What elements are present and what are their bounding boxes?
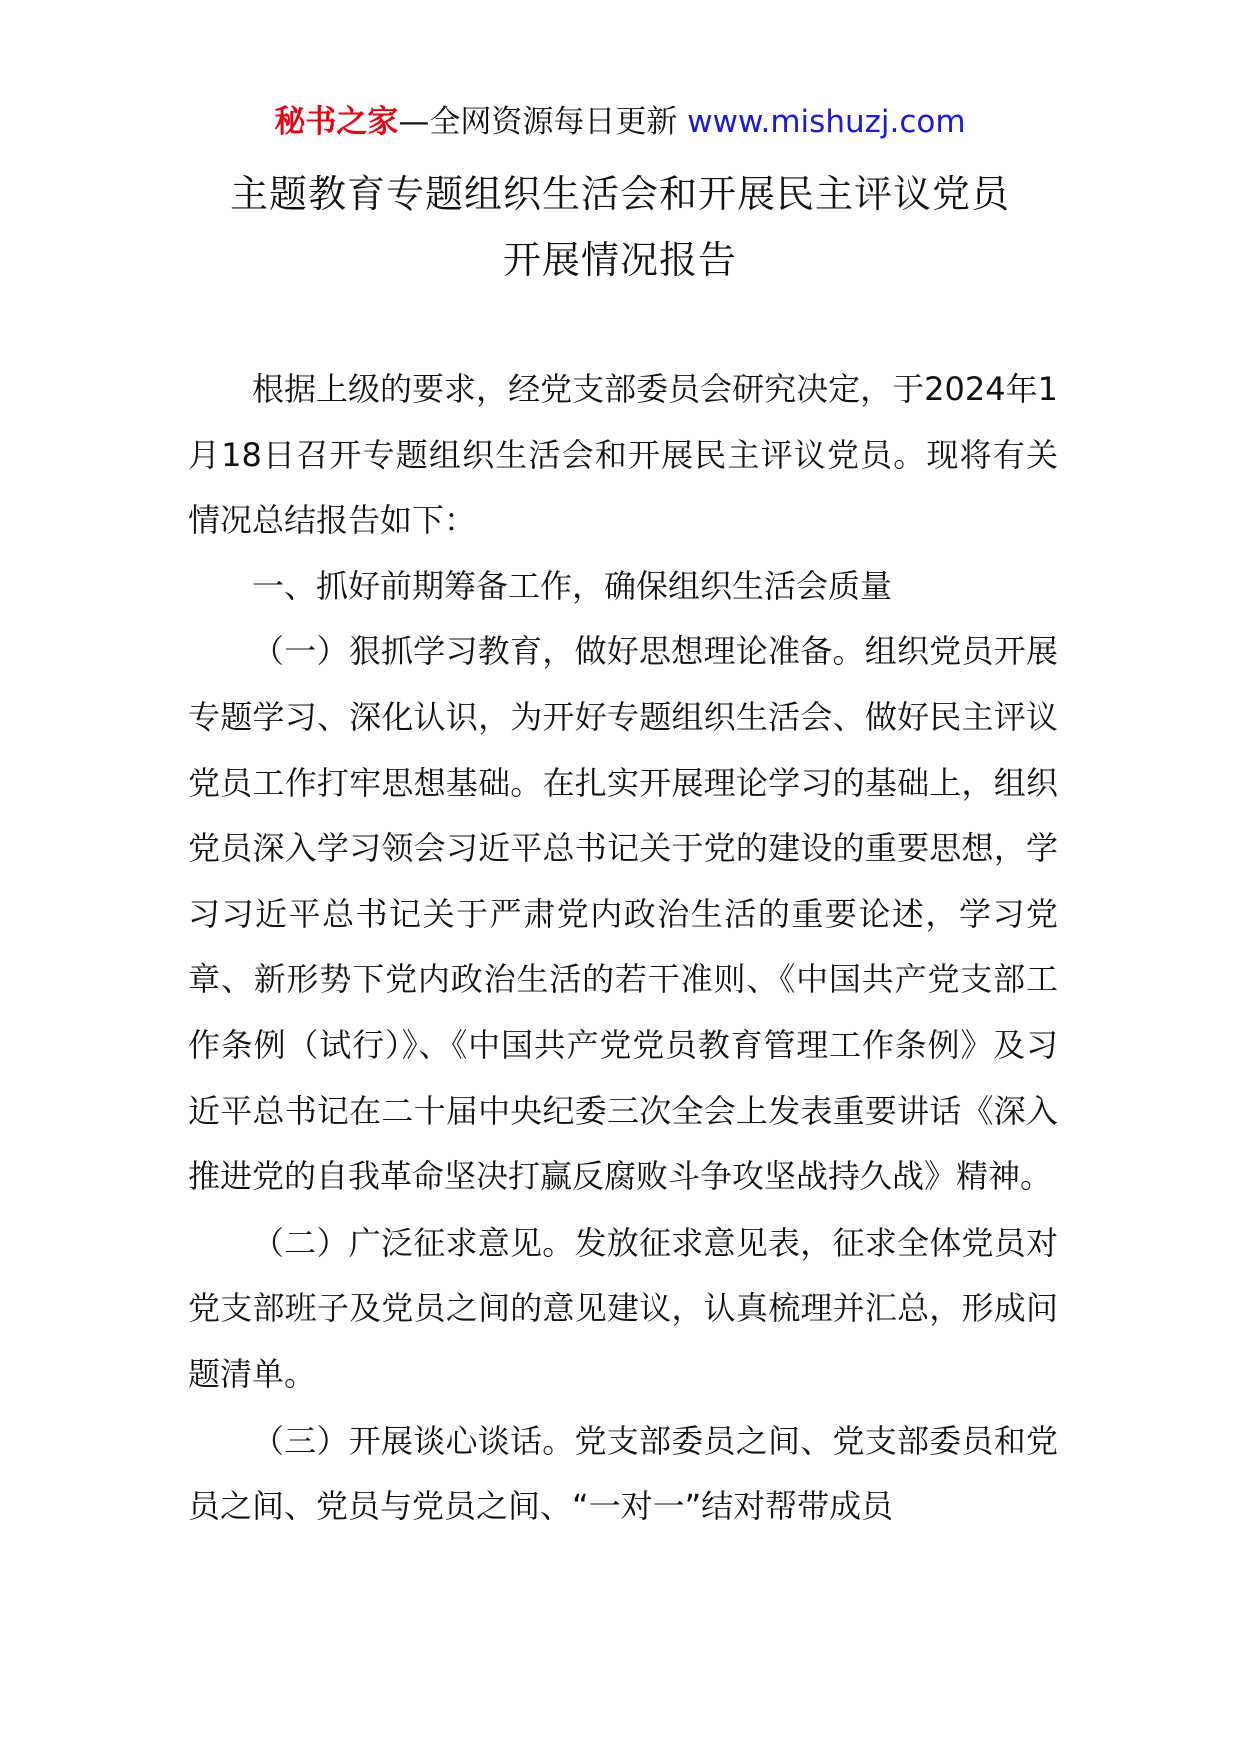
paragraph-intro: 根据上级的要求，经党支部委员会研究决定，于2024年1月18日召开专题组织生活会和开展民主评议党员。现将有关情况总结报告如下：	[188, 370, 1058, 540]
site-banner	[0, 98, 1240, 146]
paragraph-solicit-opinions: （二）广泛征求意见。发放征求意见表，征求全体党员对党支部班子及党员之间的意见建议，认真梳理并汇总，形成问题清单。	[188, 1223, 1058, 1393]
section-heading-1: 一、抓好前期筹备工作，确保组织生活会质量	[252, 566, 893, 605]
banner-url-link[interactable]: www.mishuzj.com	[687, 104, 966, 140]
document-body	[188, 357, 1058, 1540]
document-title-line-2: 开展情况报告	[502, 238, 737, 282]
paragraph-heart-to-heart-talks: （三）开展谈心谈话。党支部委员之间、党支部委员和党员之间、党员与党员之间、“一对一”结对帮带成员	[188, 1421, 1058, 1526]
banner-tagline: —全网资源每日更新	[398, 104, 688, 140]
banner-brand: 秘书之家	[274, 104, 399, 140]
document-title-line-1: 主题教育专题组织生活会和开展民主评议党员	[229, 172, 1010, 216]
paragraph-study-education: （一）狠抓学习教育，做好思想理论准备。组织党员开展专题学习、深化认识，为开好专题组织生活会、做好民主评议党员工作打牢思想基础。在扎实开展理论学习的基础上，组织党员深入学习领会习近平总书记关于党的建设的重要思想，学习习近平总书记关于严肃党内政治生活的重要论述，学习党章、新形势下党内政治生活的若干准则、《中国共产党支部工作条例（试行）》、《中国共产党党员教育管理工作条例》及习近平总书记在二十届中央纪委三次全会上发表重要讲话《深入推进党的自我革命坚决打赢反腐败斗争攻坚战持久战》精神。	[188, 632, 1058, 1196]
